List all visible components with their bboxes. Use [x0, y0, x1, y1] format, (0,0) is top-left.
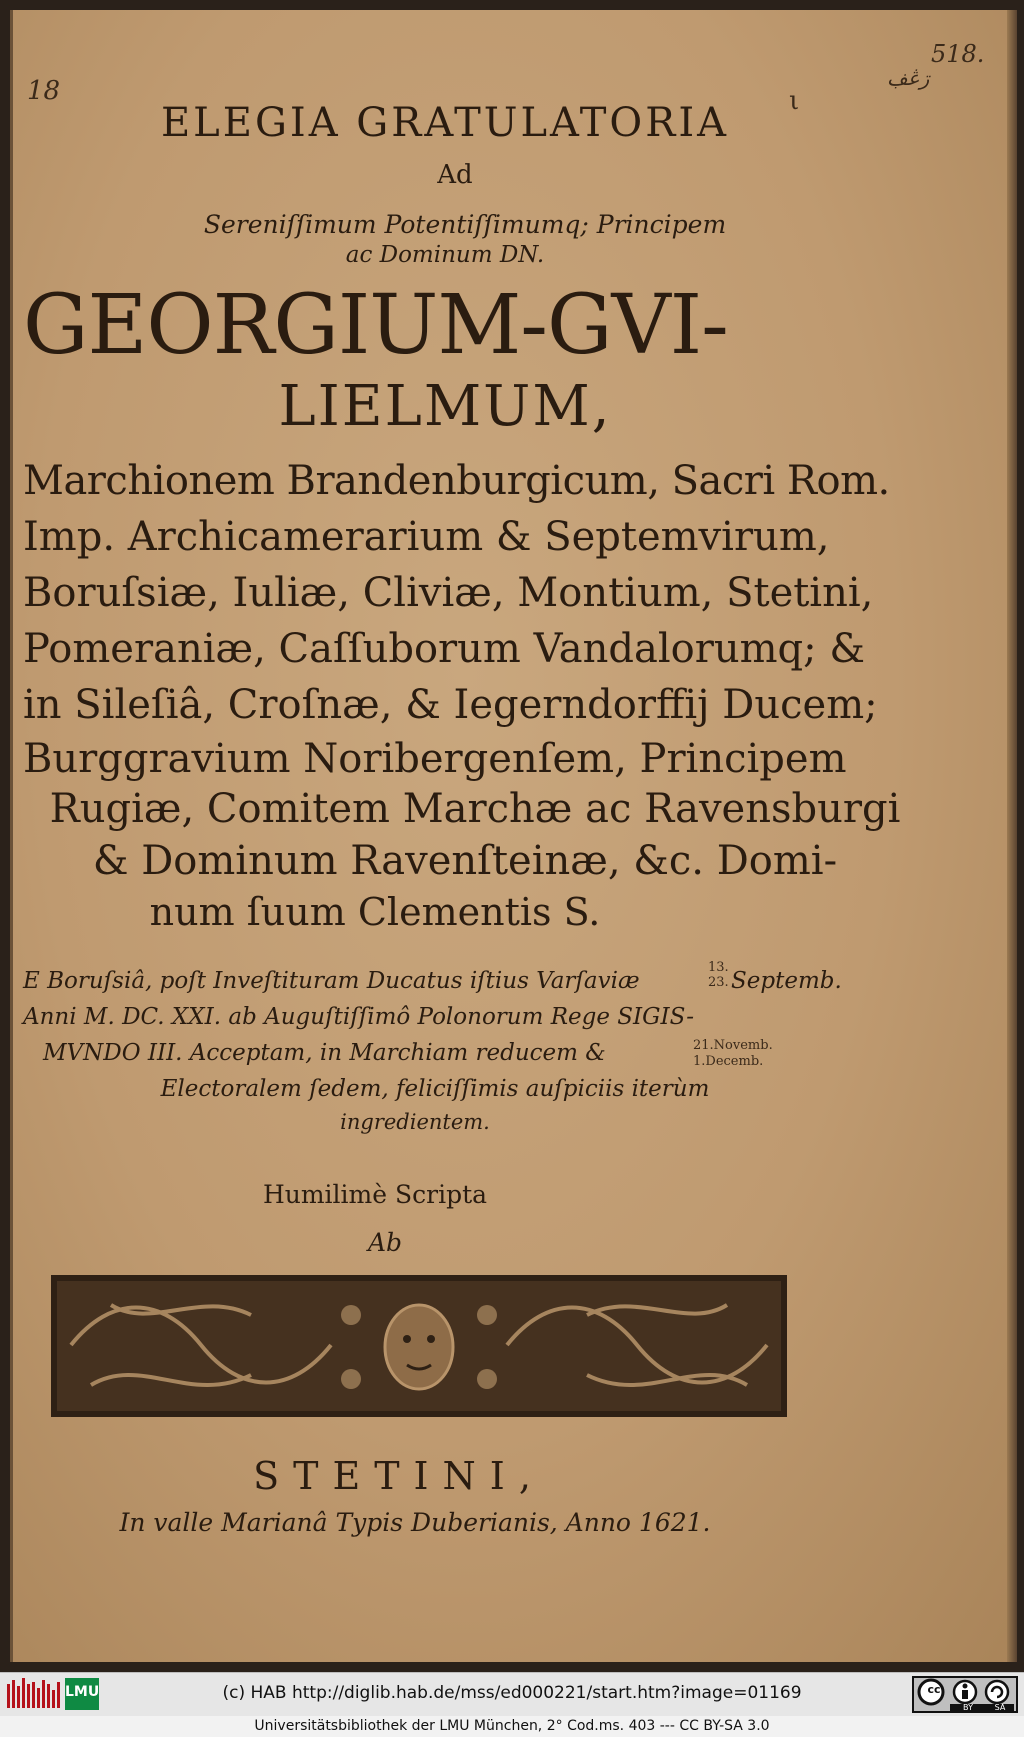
written-line: Humilimè Scripta — [262, 1180, 488, 1209]
titles-line-5: in Sileſiâ, Croſnæ, & Iegerndorffij Ducem; — [23, 682, 878, 728]
occasion-line-3: MVNDO III. Acceptam, in Marchiam reducem & — [43, 1040, 606, 1066]
titles-line-1: Marchionem Brandenburgicum, Sacri Rom. — [23, 458, 890, 504]
occasion-line-5: ingredientem. — [340, 1110, 490, 1134]
occasion-line-2: Anni M. DC. XXI. ab Auguſtiſſimô Polonorum Rege SIGIS- — [23, 1004, 694, 1030]
sa-icon-label: SA — [994, 1703, 1006, 1712]
footer-library-line: Universitätsbibliothek der LMU München, 2° Cod.ms. 403 --- CC BY-SA 3.0 — [0, 1716, 1024, 1737]
titles-line-7: Rugiæ, Comitem Marchæ ac Ravensburgi — [49, 786, 901, 832]
footer-copyright[interactable]: (c) HAB http://diglib.hab.de/mss/ed000221/start.htm?image=01169 — [222, 1683, 802, 1703]
signature-mark: ι — [789, 86, 800, 116]
titles-line-8: & Dominum Ravenſteinæ, &c. Domi- — [92, 838, 838, 884]
date-note-decemb: 1.Decemb. — [693, 1054, 764, 1069]
titles-line-9: num ſuum Clementis S. — [149, 890, 601, 934]
folio-mark-left: 18 — [27, 76, 61, 106]
imprint-line: In valle Marianâ Typis Duberianis, Anno 1621. — [119, 1508, 711, 1537]
titles-line-3: Boruſsiæ, Iuliæ, Cliviæ, Montium, Stetini, — [23, 570, 874, 616]
name-line-1: GEORGIUM-GVI- — [23, 278, 728, 373]
titles-line-4: Pomeraniæ, Caſſuborum Vandalorumq; & — [23, 626, 865, 672]
page-edge — [1007, 10, 1017, 1662]
title-line-1: ELEGIA GRATULATORIA — [160, 100, 729, 146]
printers-ornament — [51, 1275, 787, 1417]
date-note-novemb: 21.Novemb. — [693, 1038, 773, 1053]
addressee-line-2: ac Dominum DN. — [345, 242, 545, 268]
occasion-line-4: Electoralem ſedem, feliciſſimis auſpiciis iterùm — [160, 1076, 710, 1102]
date-note-23: 23. — [708, 975, 729, 990]
imprint-place: STETINI, — [253, 1454, 545, 1498]
marginal-script-note: ڗڠڣ — [887, 66, 930, 90]
by-line: Ab — [367, 1228, 403, 1257]
date-note-13: 13. — [708, 960, 729, 975]
document-page — [10, 10, 1017, 1662]
addressee-line-1: Sereniſſimum Potentiſſimumq; Principem — [203, 210, 727, 239]
titles-line-2: Imp. Archicamerarium & Septemvirum, — [23, 514, 830, 560]
occasion-line-1: E Boruſsiâ, poſt Inveſtituram Ducatus iſtius Varſaviæ — [23, 968, 640, 994]
lmu-logo-text: LMU — [65, 1684, 100, 1700]
cc-icon-label: cc — [927, 1683, 941, 1696]
by-icon-label: BY — [963, 1703, 973, 1712]
date-note-septemb: Septemb. — [731, 968, 842, 994]
title-line-2: Ad — [437, 160, 473, 190]
folio-number: 518. — [931, 40, 985, 68]
name-line-2: LIELMUM, — [278, 374, 612, 439]
titles-line-6: Burggravium Noribergenſem, Principem — [23, 736, 847, 782]
